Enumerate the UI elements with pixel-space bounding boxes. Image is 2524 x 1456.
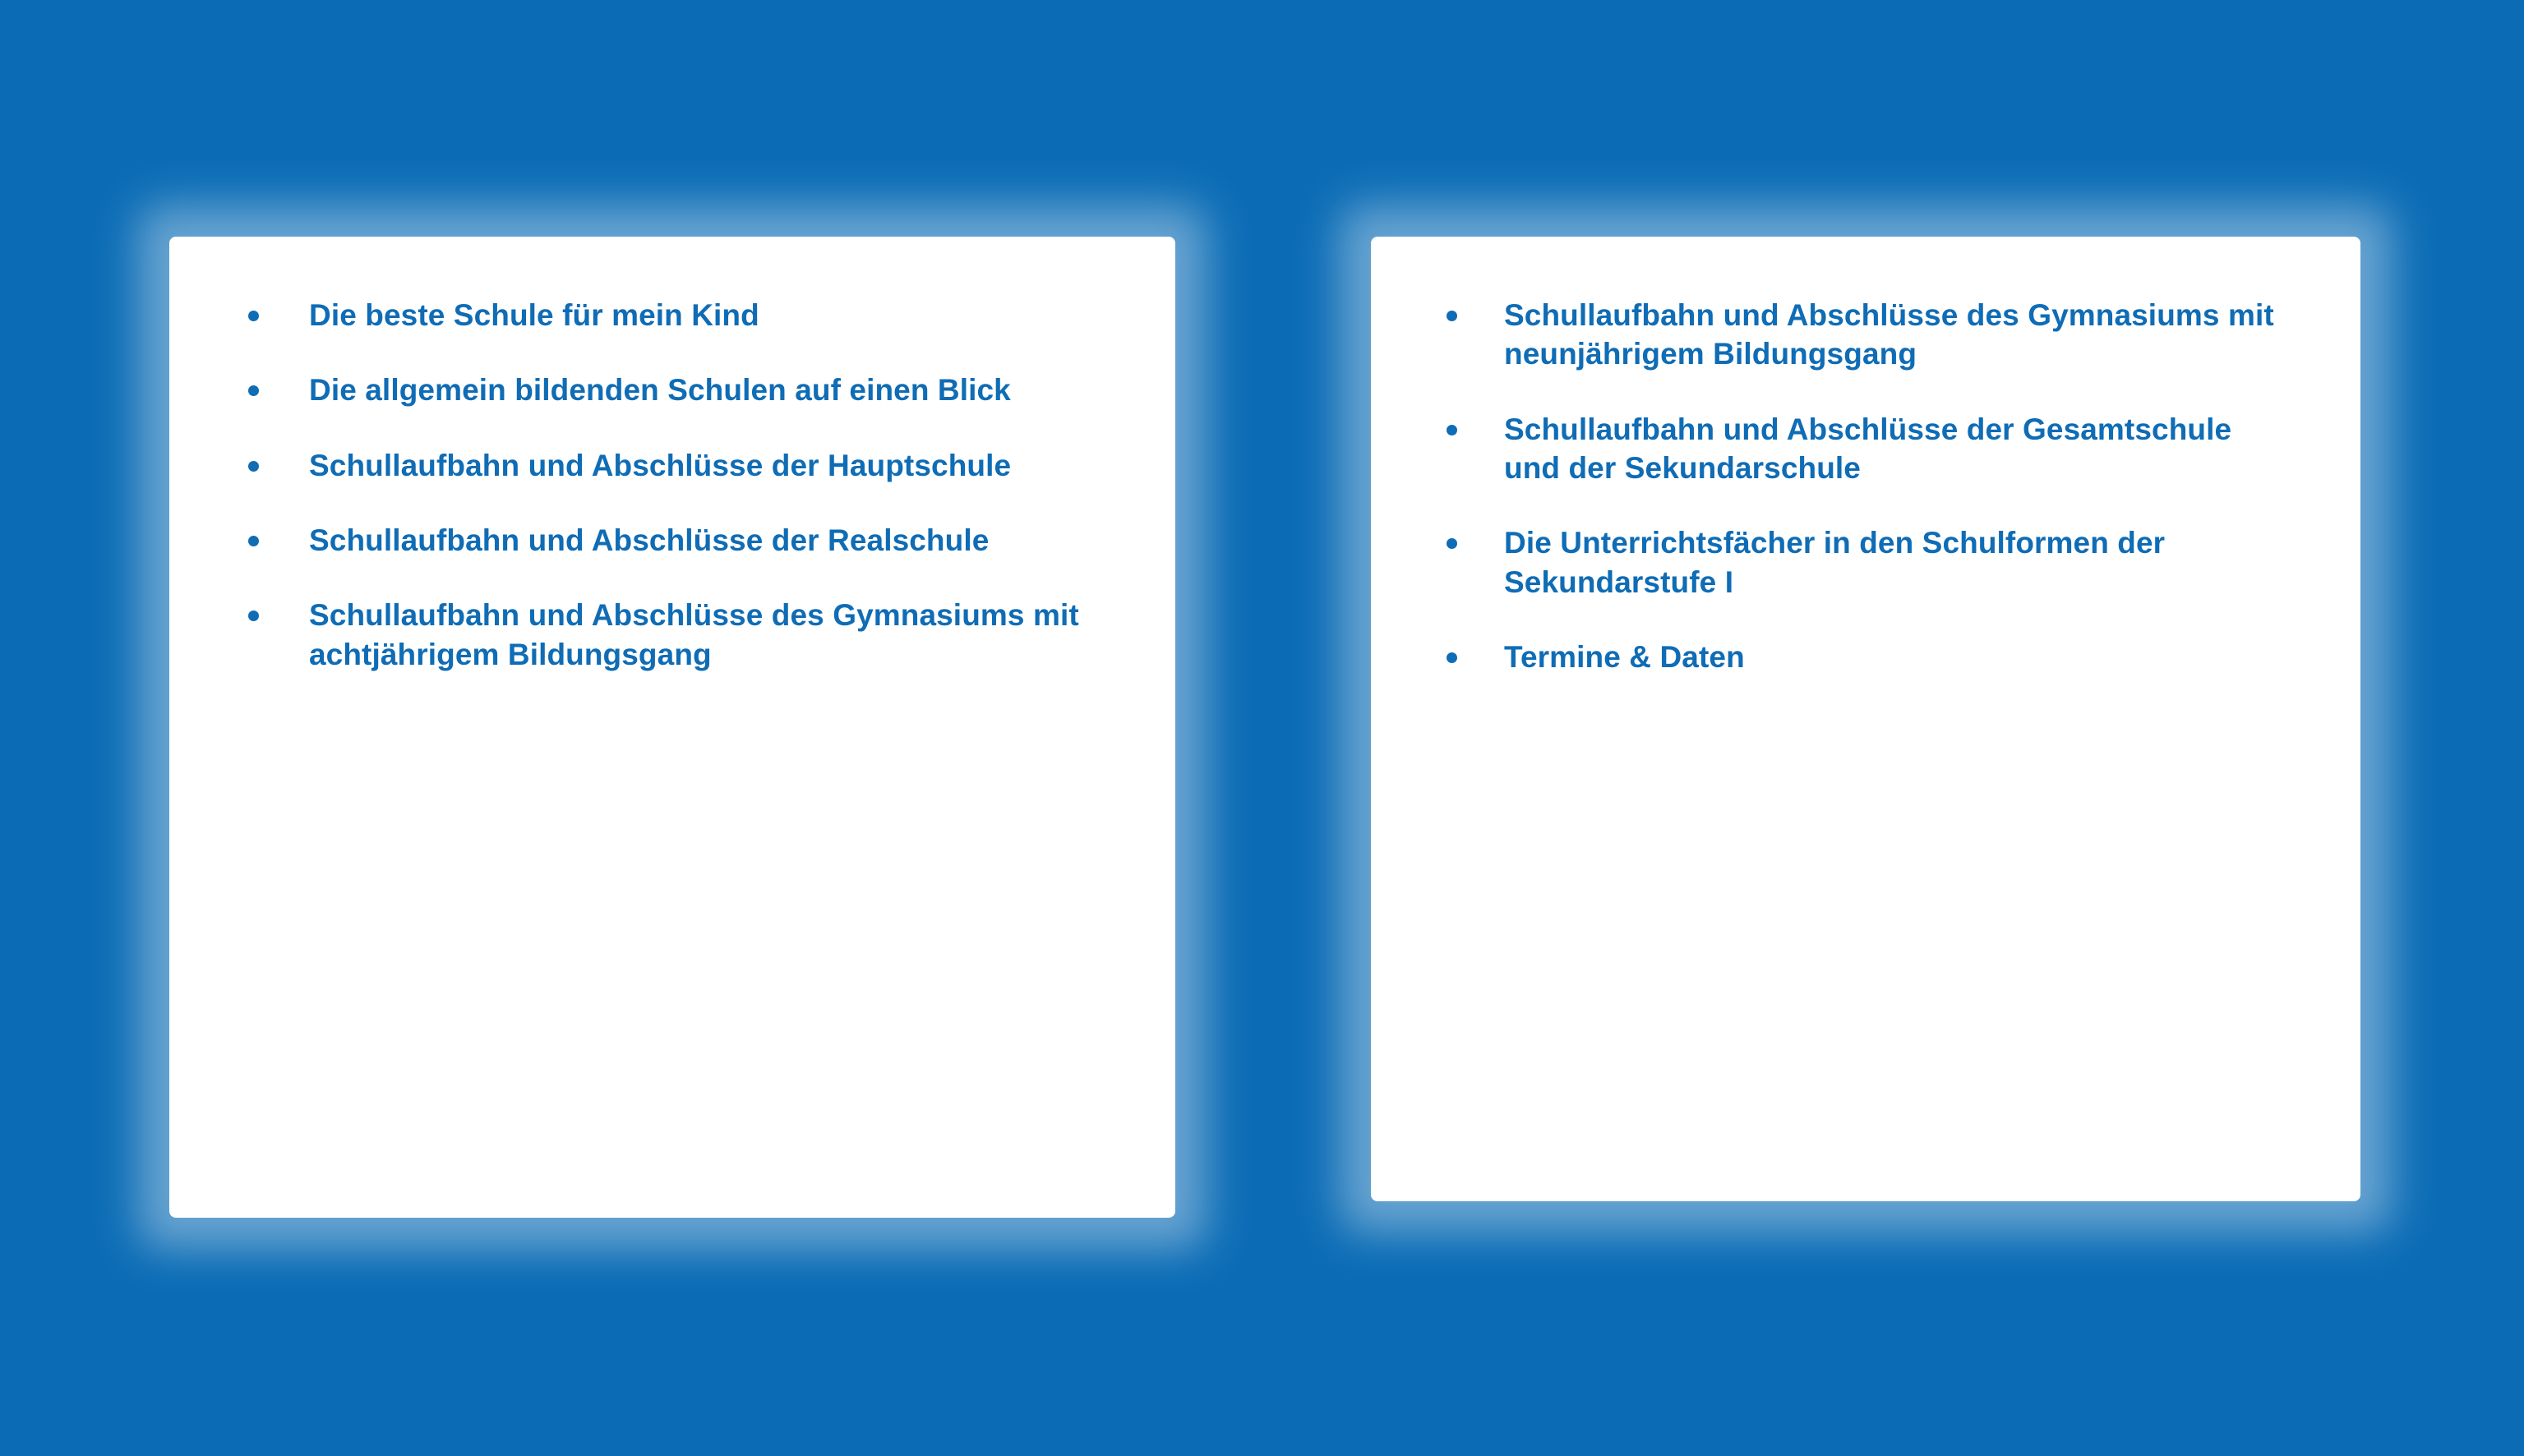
card-surface-left	[169, 237, 1175, 1218]
list-item-label: Schullaufbahn und Abschlüsse der Hauptschule	[309, 448, 1012, 482]
list-item	[230, 521, 1101, 560]
list-item	[1432, 296, 2286, 374]
bullet-dot-icon	[248, 311, 259, 321]
card-surface-right	[1371, 237, 2360, 1201]
bullet-dot-icon	[248, 611, 259, 621]
card-content-right	[1371, 237, 2360, 1201]
list-item-label: Schullaufbahn und Abschlüsse der Realschule	[309, 523, 990, 558]
list-item	[230, 596, 1101, 674]
bullet-dot-icon	[1447, 311, 1457, 321]
list-item	[1432, 638, 2286, 676]
bullet-dot-icon	[1447, 652, 1457, 663]
list-item	[1432, 523, 2286, 601]
list-item	[1432, 410, 2286, 488]
bullet-dot-icon	[248, 536, 259, 546]
bullet-dot-icon	[248, 385, 259, 396]
bullet-dot-icon	[1447, 538, 1457, 549]
bullet-list-left	[230, 296, 1101, 674]
list-item-label: Die beste Schule für mein Kind	[309, 298, 759, 332]
content-card-left	[138, 205, 1207, 1249]
list-item	[230, 296, 1101, 334]
list-item-label: Die allgemein bildenden Schulen auf einen Blick	[309, 373, 1011, 408]
content-card-right	[1340, 205, 2392, 1233]
bullet-dot-icon	[248, 461, 259, 472]
list-item-label: Schullaufbahn und Abschlüsse des Gymnasiums mit achtjährigem Bildungsgang	[309, 598, 1079, 671]
list-item-label: Die Unterrichtsfächer in den Schulformen der Sekundarstufe I	[1504, 526, 2166, 599]
list-item-label: Schullaufbahn und Abschlüsse der Gesamtschule und der Sekundarschule	[1504, 412, 2232, 486]
card-content-left	[169, 237, 1175, 1218]
list-item	[230, 446, 1101, 485]
list-item-label: Termine & Daten	[1504, 640, 1745, 675]
bullet-dot-icon	[1447, 425, 1457, 435]
list-item-label: Schullaufbahn und Abschlüsse des Gymnasiums mit neunjährigem Bildungsgang	[1504, 298, 2274, 371]
bullet-list-right	[1432, 296, 2286, 677]
list-item	[230, 371, 1101, 409]
